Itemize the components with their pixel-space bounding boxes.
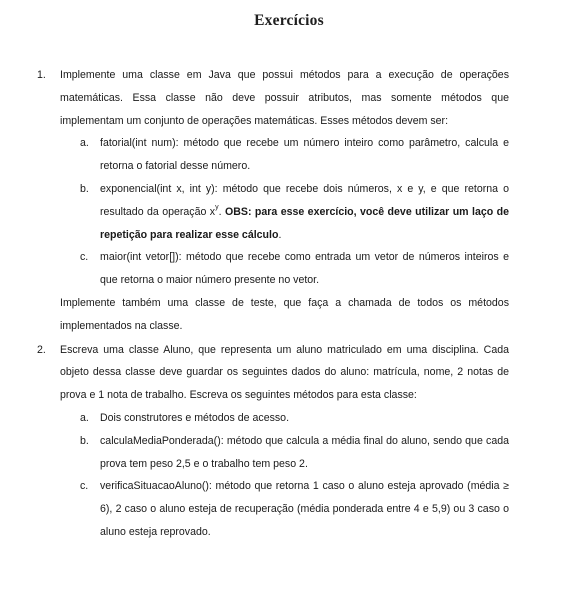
page-title: Exercícios — [254, 12, 324, 29]
sub-item-text-after: . — [218, 205, 225, 218]
exercise-number: 2. — [37, 343, 46, 356]
sub-item-marker: a. — [80, 411, 89, 424]
sub-item-text: exponencial(int x, int y): método que recebe dois números, x e y, e que retorna o resultado da operação x — [100, 182, 509, 218]
exercise-intro: Implemente uma classe em Java que possui métodos para a execução de operações matemáticas. Essa classe não deve possuir atributos, mas somente métodos que implementam um conjunto de operações matemáticas. Esses métodos devem ser: — [60, 69, 509, 127]
exercise-number: 1. — [37, 69, 46, 81]
sub-item-a — [60, 407, 509, 430]
bold-note: OBS: para esse exercício, você deve utilizar um laço de repetição para realizar esse cálculo — [100, 205, 509, 241]
sub-item-marker: c. — [80, 251, 89, 264]
sub-item-b — [60, 430, 509, 476]
exponent-superscript: y — [215, 204, 219, 212]
sub-item-text-end: . — [278, 228, 282, 241]
exercise-list — [37, 64, 509, 544]
sub-item-c — [60, 246, 509, 292]
sub-item-text: fatorial(int num): método que recebe um número inteiro como parâmetro, calcula e retorna o fatorial desse número. — [100, 137, 509, 173]
sub-item-list — [60, 407, 509, 544]
sub-item-marker: b. — [80, 182, 89, 195]
sub-item-b — [60, 178, 509, 246]
sub-item-marker: c. — [80, 480, 89, 493]
exercise-2 — [37, 339, 509, 544]
sub-item-text: calculaMediaPonderada(): método que calcula a média final do aluno, sendo que cada prova tem peso 2,5 e o trabalho tem peso 2. — [100, 434, 509, 470]
sub-item-c — [60, 475, 509, 543]
exercise-outro: Implemente também uma classe de teste, que faça a chamada de todos os métodos implementados na classe. — [60, 296, 509, 332]
sub-item-text: verificaSituacaoAluno(): método que retorna 1 caso o aluno esteja aprovado (média ≥ 6), 2 caso o aluno esteja de recuperação (média ponderada entre 4 e 5,9) ou 3 caso o aluno esteja reprovado. — [100, 480, 509, 538]
sub-item-text: maior(int vetor[]): método que recebe como entrada um vetor de números inteiros e que retorna o maior número presente no vetor. — [100, 251, 509, 287]
sub-item-list — [60, 132, 509, 292]
sub-item-a — [60, 132, 509, 178]
exercise-intro: Escreva uma classe Aluno, que representa um aluno matriculado em uma disciplina. Cada objeto dessa classe deve guardar os seguintes dados do aluno: matrícula, nome, 2 notas de prova e 1 nota de trabalho. Escreva os seguintes métodos para esta classe: — [60, 343, 509, 402]
sub-item-marker: b. — [80, 434, 89, 447]
sub-item-marker: a. — [80, 137, 89, 150]
exercise-1 — [37, 64, 509, 338]
sub-item-text: Dois construtores e métodos de acesso. — [100, 411, 290, 424]
